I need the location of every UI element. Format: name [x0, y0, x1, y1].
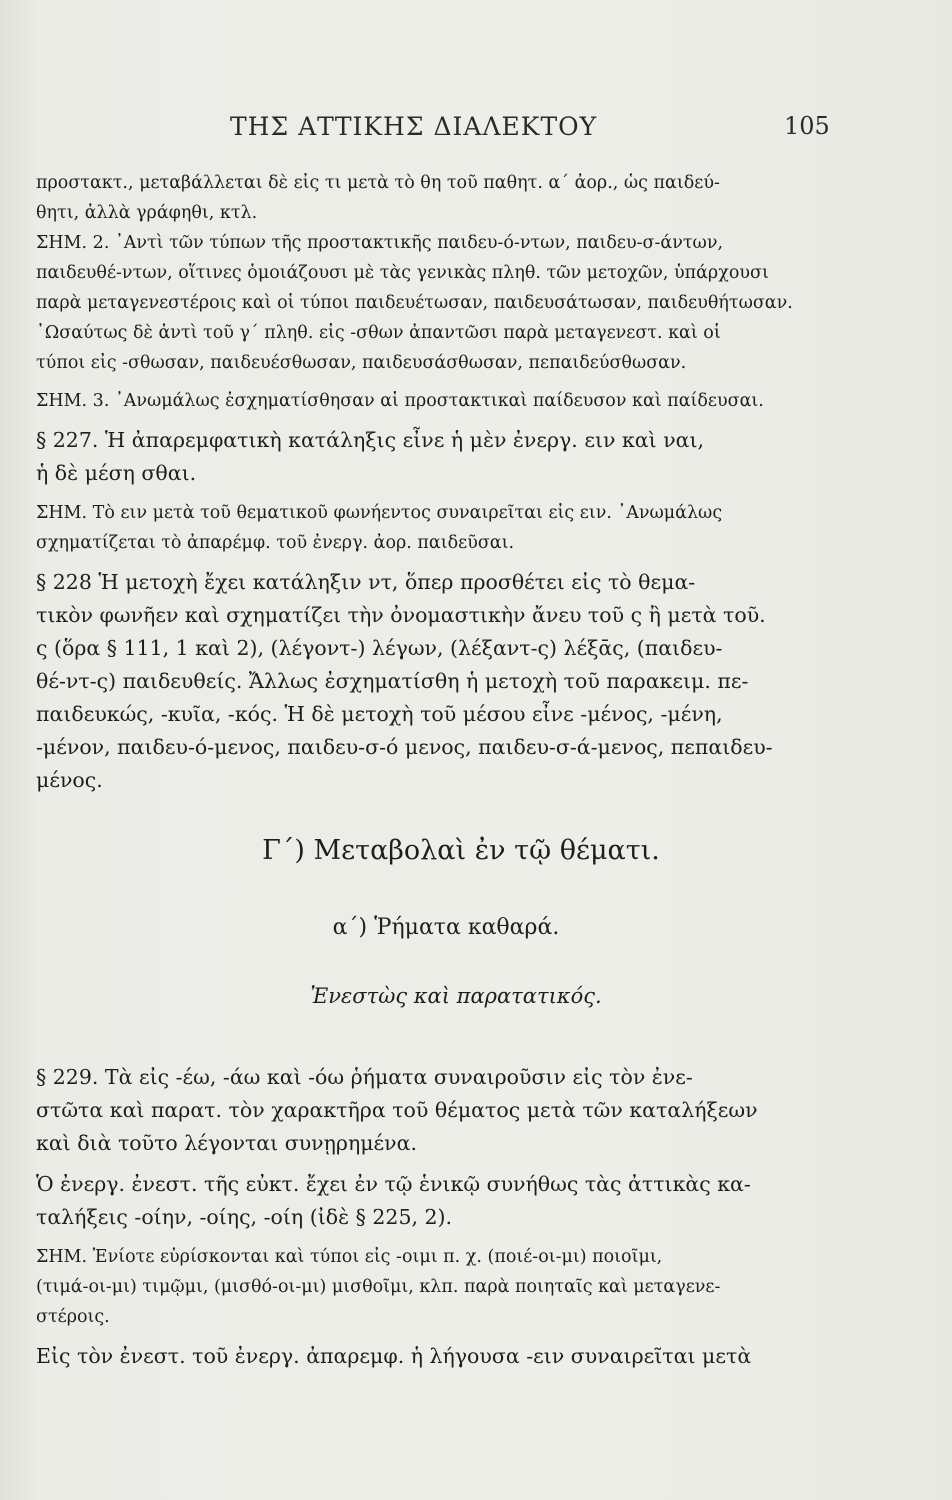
- body-text: [36, 168, 856, 1373]
- text-line: ς (ὅρα § 111, 1 καὶ 2), (λέγοντ-) λέγων, (λέξαντ-ς) λέξᾱς, (παιδευ-: [36, 636, 723, 660]
- text-line: παρὰ μεταγενεστέροις καὶ οἱ τύποι παιδευέτωσαν, παιδευσάτωσαν, παιδευθήτωσαν.: [36, 293, 793, 313]
- text-line: ΣΗΜ. 3. ᾿Ανωμάλως ἐσχηματίσθησαν αἱ προστακτικαὶ παίδευσον καὶ παίδευσαι.: [36, 391, 764, 411]
- text-line: ΣΗΜ. Τὸ ειν μετὰ τοῦ θεματικοῦ φωνήεντος συναιρεῖται εἰς ειν. ᾿Ανωμάλως: [36, 503, 723, 523]
- text-line: § 229. Τὰ εἰς -έω, -άω καὶ -όω ῥήματα συναιροῦσιν εἰς τὸν ἐνε-: [36, 1065, 693, 1089]
- section-heading: Γ΄) Μεταβολαὶ ἐν τῷ θέματι.: [262, 835, 660, 866]
- text-line: ΣΗΜ. Ἐνίοτε εὑρίσκονται καὶ τύποι εἰς -οιμι π. χ. (ποιέ-οι-μι) ποιοῖμι,: [36, 1247, 663, 1267]
- text-line: (τιμά-οι-μι) τιμῷμι, (μισθό-οι-μι) μισθοῖμι, κλπ. παρὰ ποιηταῖς καὶ μεταγενε-: [36, 1277, 721, 1297]
- text-line: § 227. Ἡ ἀπαρεμφατικὴ κατάληξις εἶνε ἡ μὲν ἐνεργ. ειν καὶ ναι,: [36, 428, 705, 452]
- text-line: § 228 Ἡ μετοχὴ ἔχει κατάληξιν ντ, ὅπερ προσθέτει εἰς τὸ θεμα-: [36, 570, 696, 594]
- note-optative: [36, 1242, 856, 1332]
- subsubsection-heading: Ἐνεστὼς καὶ παρατατικός.: [310, 984, 602, 1008]
- text-line: -μένον, παιδευ-ό-μενος, παιδευ-σ-ό μενος, παιδευ-σ-ά-μενος, πεπαιδευ-: [36, 735, 773, 759]
- note-3: [36, 386, 856, 416]
- paragraph-infinitive-contraction: [36, 1340, 856, 1373]
- page-header: [0, 112, 952, 152]
- text-line: ταλήξεις -οίην, -οίης, -οίη (ἰδὲ § 225, 2).: [36, 1205, 453, 1229]
- text-line: στέροις.: [36, 1307, 110, 1327]
- text-line: ἡ δὲ μέση σθαι.: [36, 461, 197, 485]
- text-line: θητι, ἀλλὰ γράφηθι, κτλ.: [36, 203, 258, 223]
- paragraph-229: [36, 1061, 856, 1160]
- text-line: παιδευθέ-ντων, οἵτινες ὁμοιάζουσι μὲ τὰς γενικὰς πληθ. τῶν μετοχῶν, ὑπάρχουσι: [36, 263, 769, 283]
- note-2: [36, 228, 856, 378]
- note-infinitive: [36, 498, 856, 558]
- text-line: Ὁ ἐνεργ. ἐνεστ. τῆς εὐκτ. ἔχει ἐν τῷ ἑνικῷ συνήθως τὰς ἀττικὰς κα-: [36, 1172, 751, 1196]
- text-line: καὶ διὰ τοῦτο λέγονται συνῃρημένα.: [36, 1131, 418, 1155]
- subsection-heading: α΄) Ῥήματα καθαρά.: [332, 915, 560, 940]
- text-line: τικὸν φωνῆεν καὶ σχηματίζει τὴν ὀνομαστικὴν ἄνευ τοῦ ς ἢ μετὰ τοῦ.: [36, 603, 766, 627]
- text-line: ᾿Ωσαύτως δὲ ἀντὶ τοῦ γ΄ πληθ. εἰς -σθων ἀπαντῶσι παρὰ μεταγενεστ. καὶ οἱ: [36, 323, 721, 343]
- page-number: 105: [784, 112, 830, 140]
- text-line: ΣΗΜ. 2. ᾿Αντὶ τῶν τύπων τῆς προστακτικῆς παιδευ-ό-ντων, παιδευ-σ-άντων,: [36, 233, 724, 253]
- text-line: θέ-ντ-ς) παιδευθείς. Ἄλλως ἐσχηματίσθη ἡ μετοχὴ τοῦ παρακειμ. πε-: [36, 669, 749, 693]
- text-line: τύποι εἰς -σθωσαν, παιδευέσθωσαν, παιδευσάσθωσαν, πεπαιδεύσθωσαν.: [36, 353, 687, 373]
- paragraph-227: [36, 424, 856, 490]
- text-line: στῶτα καὶ παρατ. τὸν χαρακτῆρα τοῦ θέματος μετὰ τῶν καταλήξεων: [36, 1098, 758, 1122]
- text-line: παιδευκώς, -κυῖα, -κός. Ἡ δὲ μετοχὴ τοῦ μέσου εἶνε -μένος, -μένη,: [36, 702, 723, 726]
- text-line: προστακτ., μεταβάλλεται δὲ εἰς τι μετὰ τὸ θη τοῦ παθητ. α΄ ἀορ., ὡς παιδεύ-: [36, 173, 720, 193]
- text-line: μένος.: [36, 768, 103, 792]
- text-line: Εἰς τὸν ἐνεστ. τοῦ ἐνεργ. ἀπαρεμφ. ἡ λήγουσα -ειν συναιρεῖται μετὰ: [36, 1344, 752, 1368]
- running-title: ΤΗΣ ΑΤΤΙΚΗΣ ΔΙΑΛΕΚΤΟΥ: [230, 112, 598, 141]
- paragraph-228: [36, 566, 856, 797]
- paragraph-optative: [36, 1168, 856, 1234]
- text-line: σχηματίζεται τὸ ἀπαρέμφ. τοῦ ἐνεργ. ἀορ. παιδεῦσαι.: [36, 533, 515, 553]
- paragraph-imperative-continued: [36, 168, 856, 228]
